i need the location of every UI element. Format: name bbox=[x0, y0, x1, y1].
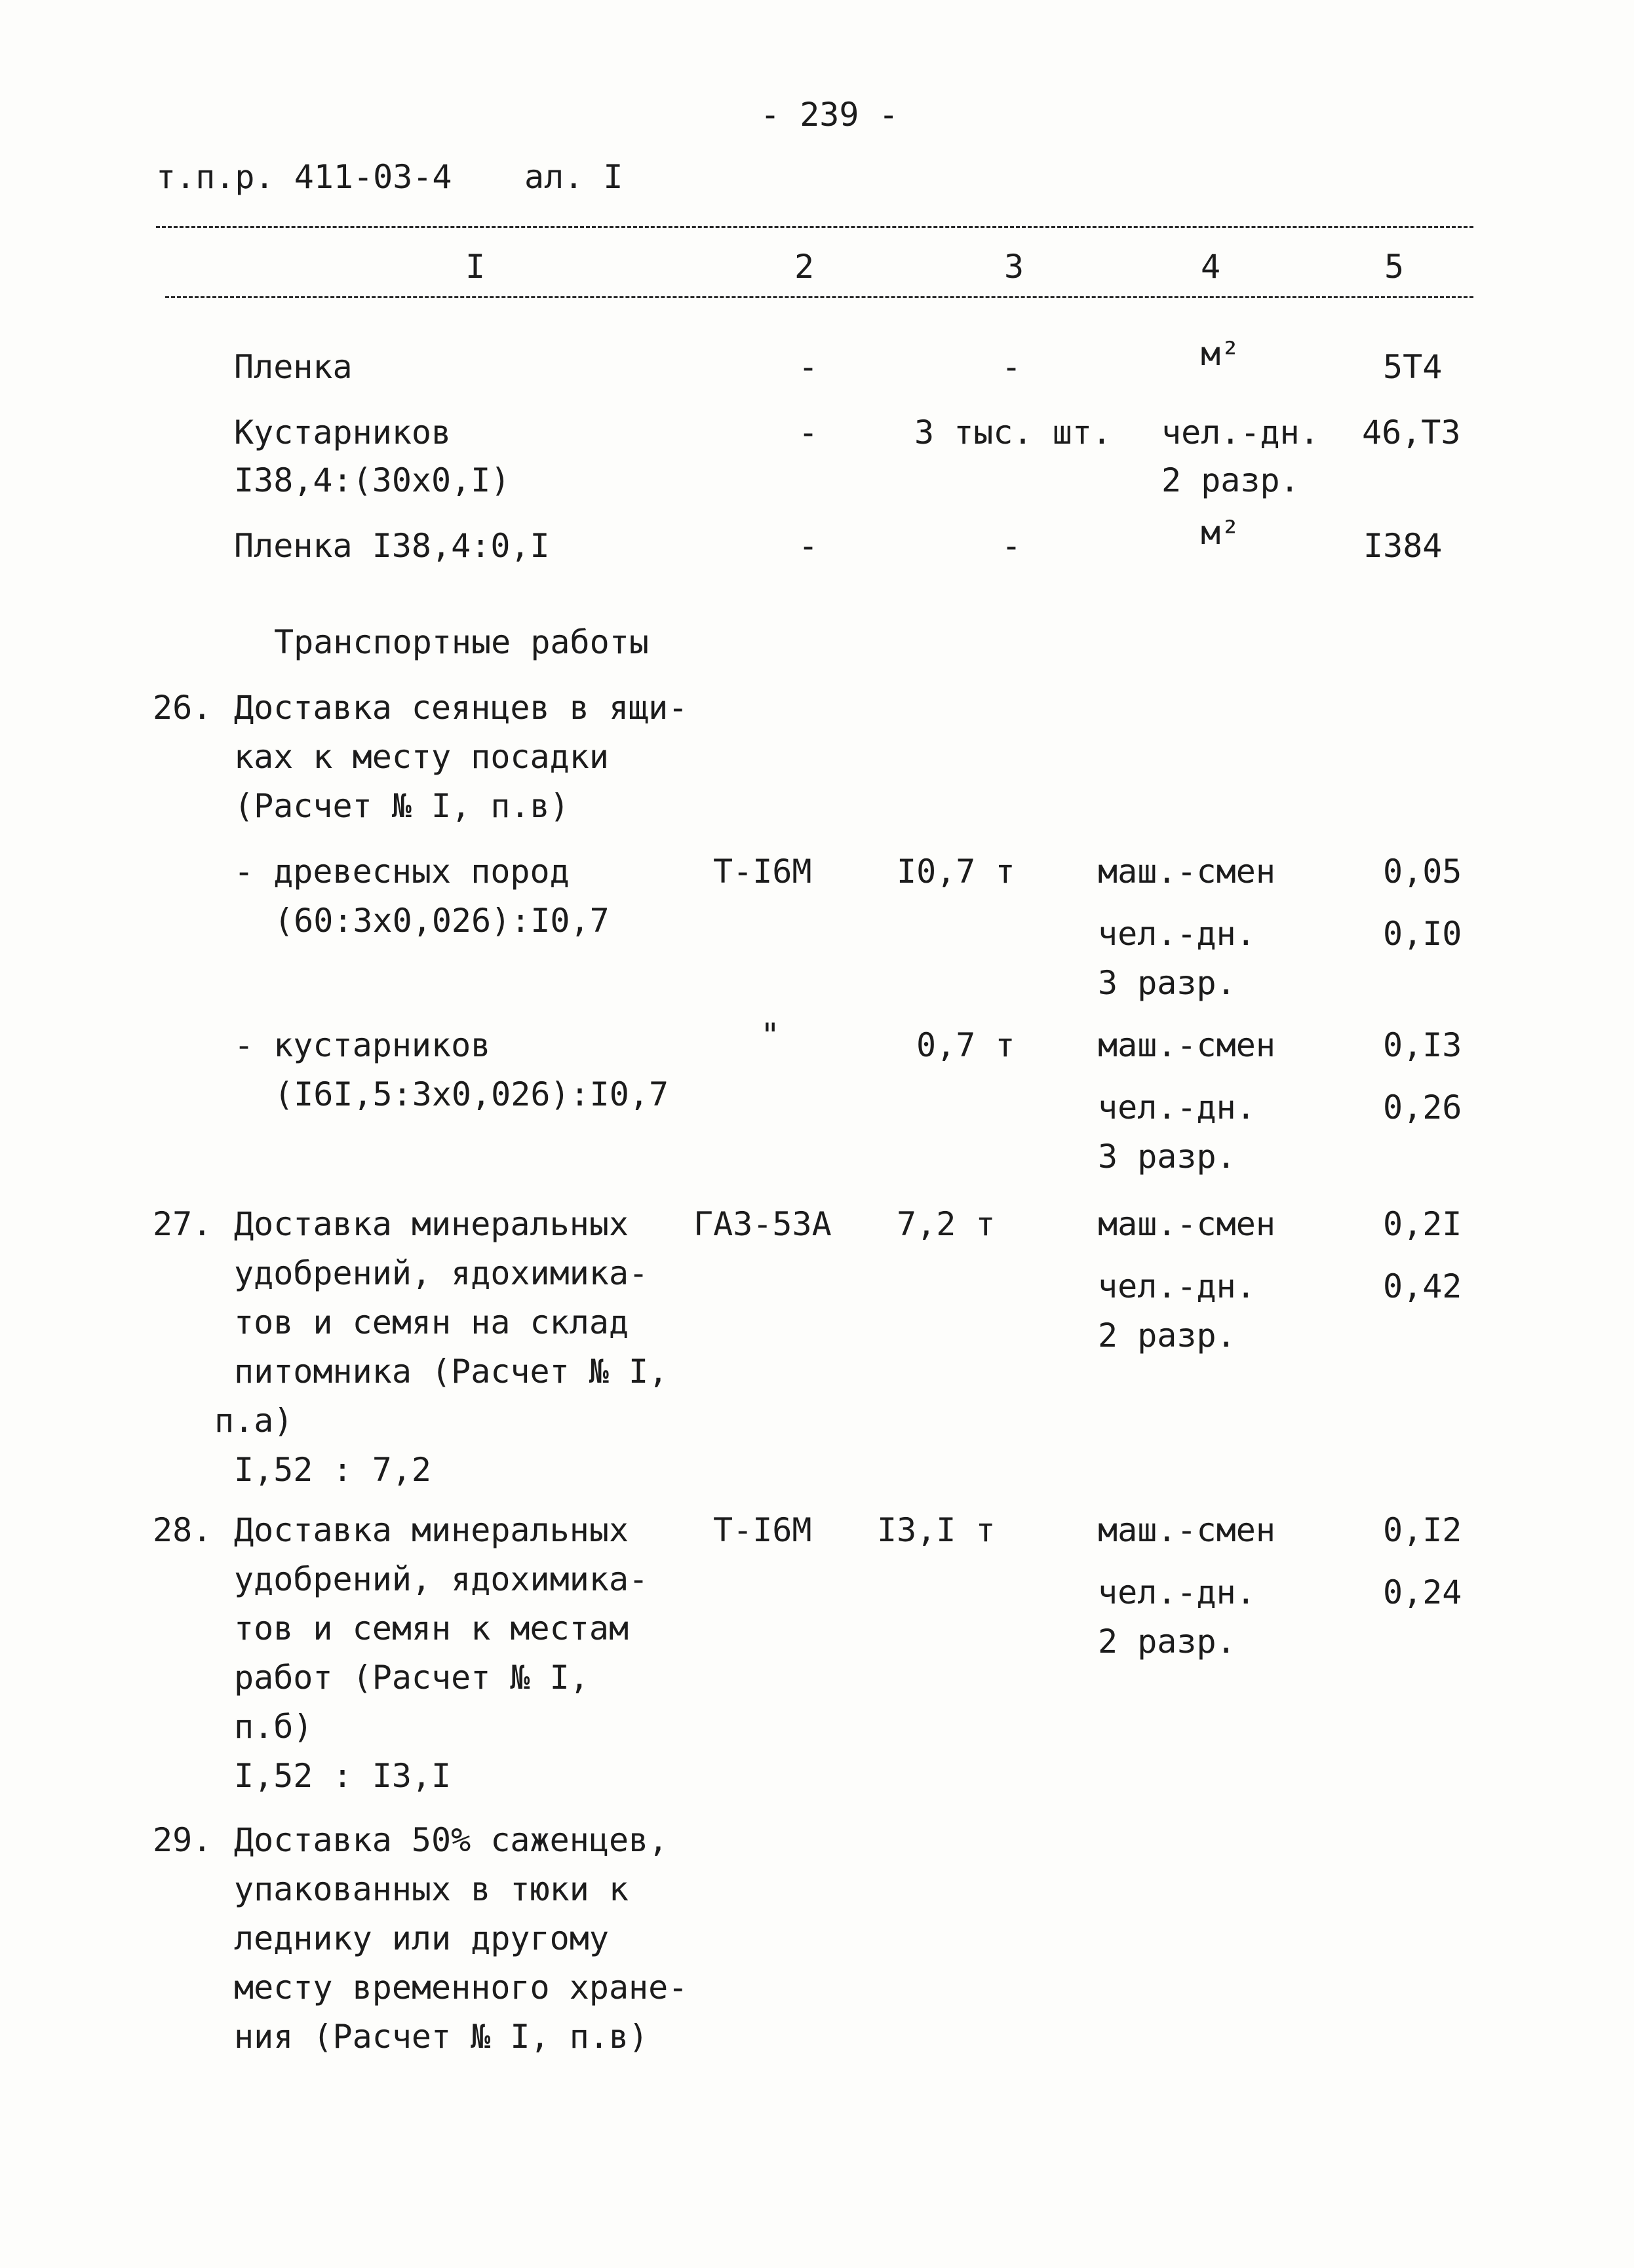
row-col3: I3,I т bbox=[877, 1511, 996, 1549]
column-header-1: I bbox=[465, 248, 486, 286]
row-name: Пленка bbox=[234, 348, 353, 386]
row-value: 0,2I bbox=[1383, 1205, 1462, 1243]
row-unit: маш.-смен bbox=[1098, 1205, 1275, 1243]
row-text-line: леднику или другому bbox=[234, 1919, 609, 1957]
row-text-line: Доставка сеянцев в ящи- bbox=[234, 689, 688, 727]
row-number: 28. bbox=[153, 1511, 212, 1549]
row-col3: 0,7 т bbox=[916, 1026, 1015, 1064]
row-text-line: упакованных в тюки к bbox=[234, 1870, 629, 1908]
row-col3: - bbox=[1002, 348, 1022, 386]
row-number: 26. bbox=[153, 689, 212, 727]
row-col2: Т-I6М bbox=[713, 853, 812, 891]
row-text-line: п.а) bbox=[214, 1402, 294, 1440]
row-text-line: месту временного хране- bbox=[234, 1969, 688, 2007]
row-col3: 7,2 т bbox=[897, 1205, 996, 1243]
row-text-line: удобрений, ядохимика- bbox=[234, 1560, 649, 1598]
row-formula: I,52 : 7,2 bbox=[234, 1451, 432, 1489]
row-unit-grade: 3 разр. bbox=[1098, 1138, 1236, 1176]
row-unit: м² bbox=[1201, 335, 1241, 373]
document-reference: т.п.р. 411-03-4 bbox=[156, 158, 452, 196]
row-col2: - bbox=[798, 348, 819, 386]
page-number: - 239 - bbox=[760, 96, 899, 134]
row-unit: маш.-смен bbox=[1098, 1511, 1275, 1549]
row-unit-grade: 3 разр. bbox=[1098, 964, 1236, 1002]
row-formula: I38,4:(30x0,I) bbox=[234, 461, 511, 499]
row-value: 0,24 bbox=[1383, 1573, 1462, 1611]
column-header-3: 3 bbox=[1004, 248, 1024, 286]
row-value: 0,26 bbox=[1383, 1088, 1462, 1126]
row-col3: I0,7 т bbox=[897, 853, 1015, 891]
header-bottom-rule bbox=[165, 296, 1473, 298]
row-text-line: удобрений, ядохимика- bbox=[234, 1254, 649, 1292]
row-col2: ГАЗ-53А bbox=[693, 1205, 832, 1243]
row-unit: маш.-смен bbox=[1098, 853, 1275, 891]
row-unit: чел.-дн. bbox=[1098, 915, 1256, 953]
subrow-formula: (I6I,5:3x0,026):I0,7 bbox=[274, 1075, 669, 1113]
row-col3: - bbox=[1002, 527, 1022, 565]
row-text-line: работ (Расчет № I, bbox=[234, 1659, 589, 1697]
row-unit: чел.-дн. bbox=[1098, 1088, 1256, 1126]
row-col2: - bbox=[798, 413, 819, 452]
row-number: 27. bbox=[153, 1205, 212, 1243]
row-col2: - bbox=[798, 527, 819, 565]
row-text-line: Доставка минеральных bbox=[234, 1511, 629, 1549]
row-col2: Т-I6М bbox=[713, 1511, 812, 1549]
row-unit: маш.-смен bbox=[1098, 1026, 1275, 1064]
album-label: ал. I bbox=[524, 158, 623, 196]
row-unit: чел.-дн. bbox=[1098, 1573, 1256, 1611]
row-text-line: Доставка минеральных bbox=[234, 1205, 629, 1243]
row-text-line: тов и семян к местам bbox=[234, 1609, 629, 1647]
row-value: I384 bbox=[1363, 527, 1443, 565]
row-formula: I,52 : I3,I bbox=[234, 1757, 452, 1795]
row-text-line: тов и семян на склад bbox=[234, 1303, 629, 1341]
row-unit: чел.-дн. bbox=[1161, 413, 1319, 452]
ditto-mark: " bbox=[760, 1016, 781, 1054]
row-col3: 3 тыс. шт. bbox=[914, 413, 1112, 452]
subrow-formula: (60:3x0,026):I0,7 bbox=[274, 902, 610, 940]
row-value: 0,42 bbox=[1383, 1267, 1462, 1305]
column-header-5: 5 bbox=[1384, 248, 1405, 286]
row-text-line: ния (Расчет № I, п.в) bbox=[234, 2018, 649, 2056]
row-value: 5Т4 bbox=[1383, 348, 1443, 386]
row-unit-grade: 2 разр. bbox=[1098, 1623, 1236, 1661]
column-header-2: 2 bbox=[794, 248, 815, 286]
row-number: 29. bbox=[153, 1821, 212, 1859]
row-unit-grade: 2 разр. bbox=[1098, 1317, 1236, 1355]
row-name: Пленка I38,4:0,I bbox=[234, 527, 550, 565]
row-unit-grade: 2 разр. bbox=[1161, 461, 1300, 499]
row-unit: чел.-дн. bbox=[1098, 1267, 1256, 1305]
row-value: 46,Т3 bbox=[1362, 413, 1461, 452]
row-value: 0,I0 bbox=[1383, 915, 1462, 953]
row-unit: м² bbox=[1201, 514, 1241, 552]
subrow-name: - кустарников bbox=[234, 1026, 491, 1064]
row-text-line: (Расчет № I, п.в) bbox=[234, 787, 570, 825]
row-value: 0,I2 bbox=[1383, 1511, 1462, 1549]
row-value: 0,05 bbox=[1383, 853, 1462, 891]
row-text-line: п.б) bbox=[234, 1708, 313, 1746]
header-top-rule bbox=[156, 226, 1473, 228]
row-name: Кустарников bbox=[234, 413, 452, 452]
section-title: Транспортные работы bbox=[274, 623, 649, 661]
column-header-4: 4 bbox=[1201, 248, 1221, 286]
row-text-line: питомника (Расчет № I, bbox=[234, 1353, 669, 1391]
row-text-line: Доставка 50% саженцев, bbox=[234, 1821, 669, 1859]
row-text-line: ках к месту посадки bbox=[234, 738, 609, 776]
row-value: 0,I3 bbox=[1383, 1026, 1462, 1064]
subrow-name: - древесных пород bbox=[234, 853, 570, 891]
